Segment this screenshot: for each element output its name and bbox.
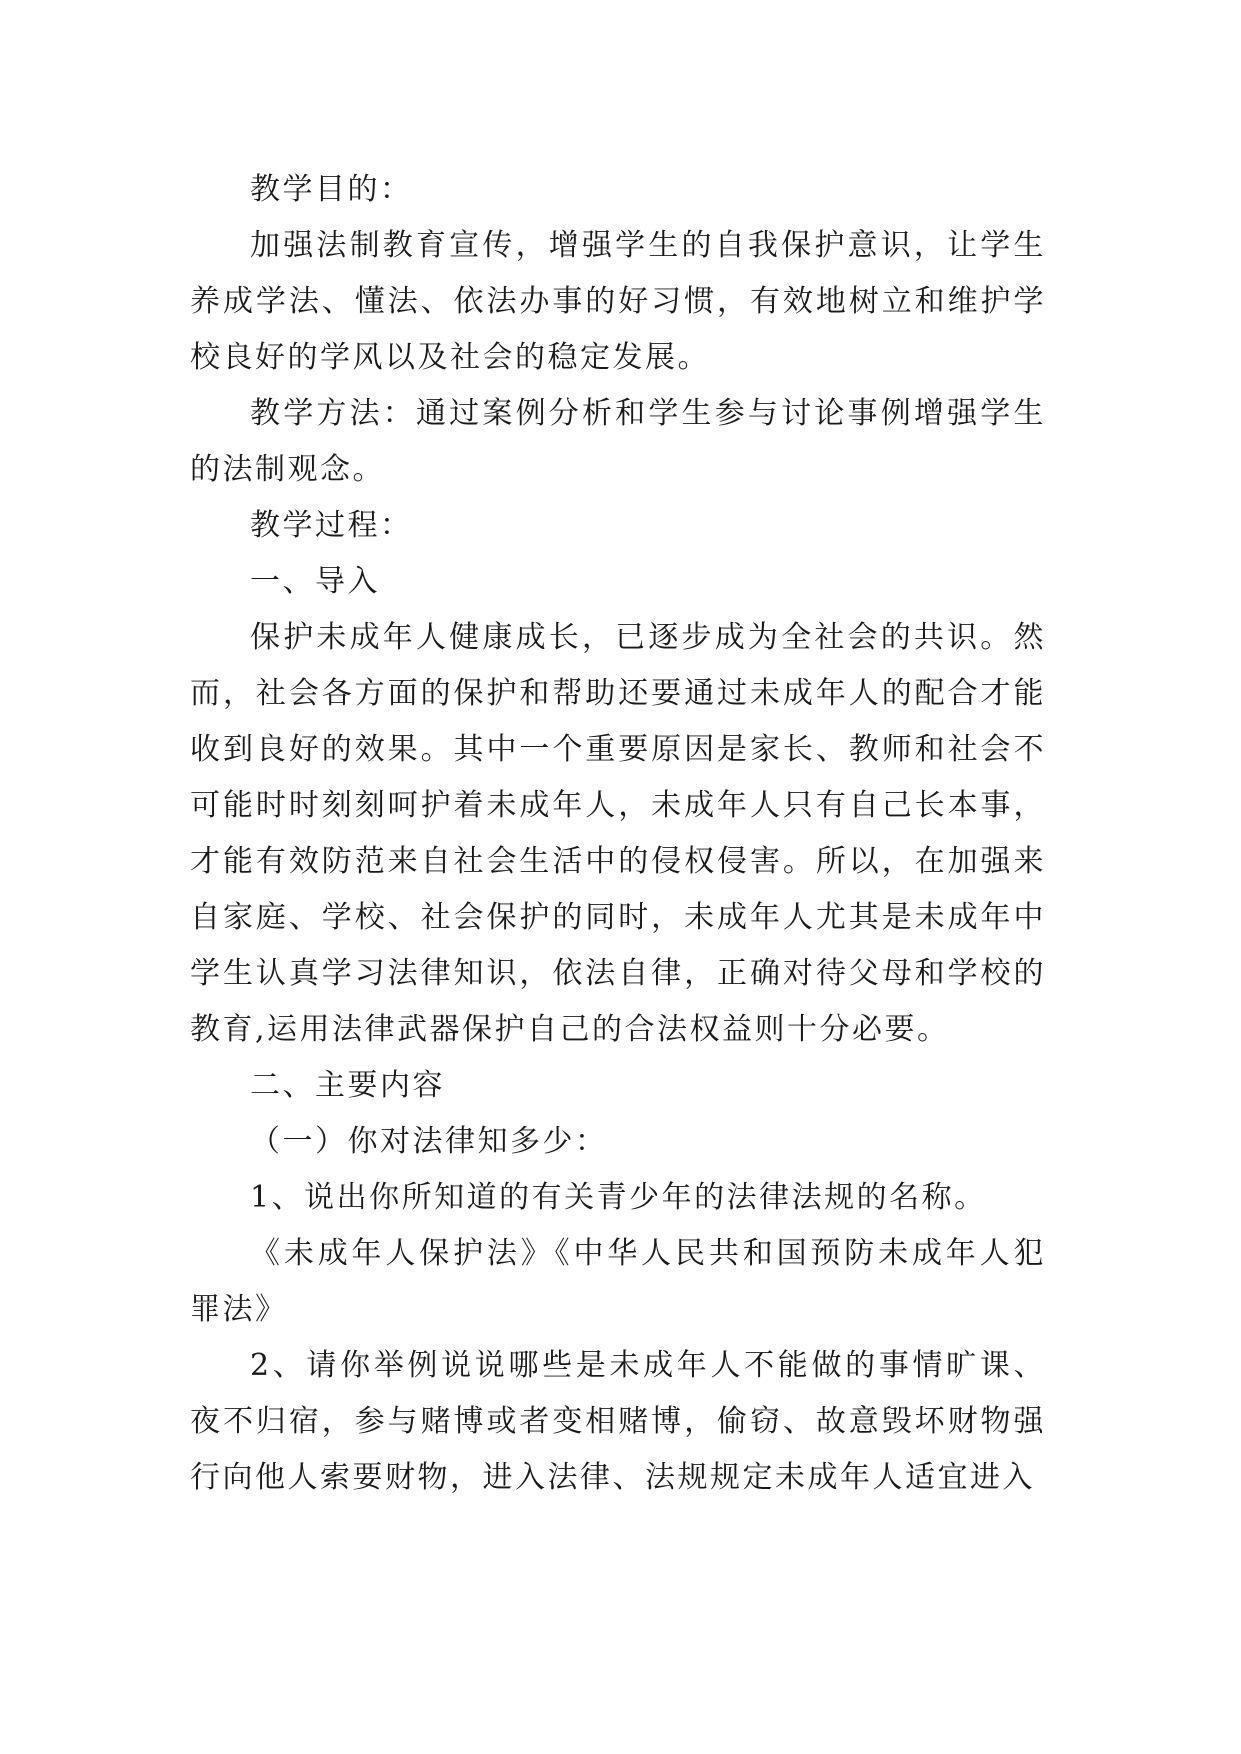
question-2: 2、请你举例说说哪些是未成年人不能做的事情旷课、夜不归宿，参与赌博或者变相赌博，偷窃、故意毁坏财物强行向他人索要财物，进入法律、法规规定未成年人适宜进入 [190,1348,1046,1495]
heading-law-quiz: （一）你对法律知多少： [250,1124,608,1159]
heading-teaching-goal: 教学目的： [250,172,413,207]
answer-1: 《未成年人保护法》《中华人民共和国预防未成年人犯罪法》 [190,1236,1046,1327]
paragraph-teaching-method: 教学方法：通过案例分析和学生参与讨论事例增强学生的法制观念。 [190,396,1046,487]
heading-teaching-process: 教学过程： [250,508,413,543]
heading-introduction: 一、导入 [250,564,380,599]
question-1: 1、说出你所知道的有关青少年的法律法规的名称。 [250,1180,987,1215]
document-body [190,162,1046,1506]
paragraph-teaching-goal: 加强法制教育宣传，增强学生的自我保护意识，让学生养成学法、懂法、依法办事的好习惯，有效地树立和维护学校良好的学风以及社会的稳定发展。 [190,228,1046,375]
paragraph-introduction: 保护未成年人健康成长，已逐步成为全社会的共识。然而，社会各方面的保护和帮助还要通过未成年人的配合才能收到良好的效果。其中一个重要原因是家长、教师和社会不可能时时刻刻呵护着未成年人，未成年人只有自己长本事，才能有效防范来自社会生活中的侵权侵害。所以，在加强来自家庭、学校、社会保护的同时，未成年人尤其是未成年中学生认真学习法律知识，依法自律，正确对待父母和学校的教育,运用法律武器保护自己的合法权益则十分必要。 [190,620,1046,1047]
heading-main-content: 二、主要内容 [250,1068,445,1103]
